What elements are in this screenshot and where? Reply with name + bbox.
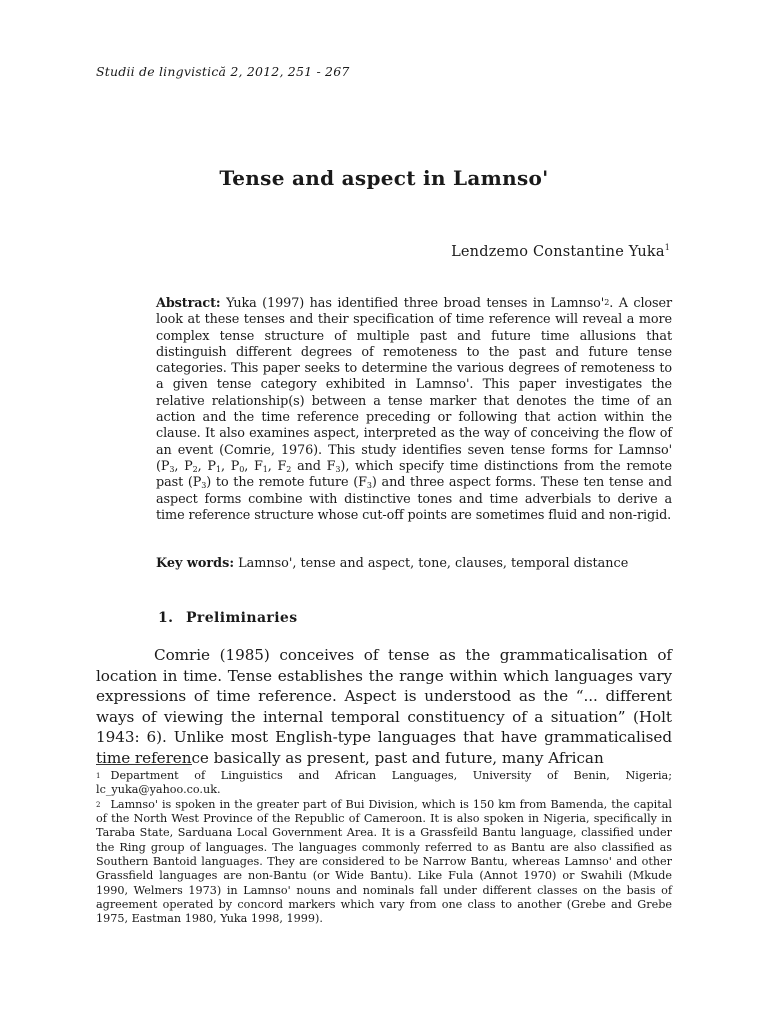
author-line (451, 244, 670, 260)
author-footnote-mark[interactable]: 1 (664, 243, 670, 252)
footnote (96, 798, 672, 927)
tense-subscript: 3 (366, 481, 372, 491)
author-name: Lendzemo Constantine Yuka (451, 244, 665, 260)
keywords-text: Lamnso', tense and aspect, tone, clauses, temporal distance (234, 556, 629, 571)
section-number: 1. (158, 610, 174, 626)
keywords (156, 556, 676, 572)
footnote-mark: 2 (96, 800, 101, 809)
section-title: Preliminaries (186, 610, 298, 626)
keywords-label: Key words: (156, 556, 235, 571)
abstract-text-1: Yuka (1997) has identified three broad tenses in Lamnso' (220, 296, 605, 311)
abstract-text: ), which specify time distinctions from the remote past (P (156, 458, 673, 491)
tense-subscript: 3 (335, 464, 341, 474)
abstract-text: , F (267, 458, 287, 474)
tense-subscript: 1 (215, 464, 221, 474)
abstract-text: and F (291, 458, 336, 474)
tense-subscript: 3 (169, 464, 175, 474)
footnotes (96, 769, 672, 927)
section-heading (158, 610, 298, 626)
abstract-text-2: . A closer look at these tenses and their specification of time reference will reveal a more complex tense structure of multiple past and future time allusions that distinguish different degrees of remoteness to the past and future tense categories. This paper seeks to determine the various degrees of remoteness to a given tense category exhibited in Lamnso'. This paper investigates the relative relationship(s) between a tense marker that denotes the time of an action and the time reference preceding or following that action within the clause. It also examines aspect, interpreted as the way of conceiving the flow of an event (Comrie, 1976). This study identifies seven tense forms for Lamnso' (P (156, 296, 672, 474)
footnote-divider (96, 764, 192, 765)
abstract-text: , F (244, 458, 263, 474)
article-title: Tense and aspect in Lamnso' (219, 166, 549, 190)
tense-subscript: 0 (239, 464, 245, 474)
footnote-text: Lamnso' is spoken in the greater part of Bui Division, which is 150 km from Bamenda, the capital of the North West Province of the Republic of Cameroon. It is also spoken in Nigeria, specifically in Taraba State, Sarduana Local Government Area. It is a Grassfeild Bantu language, classified under the Ring group of languages. The languages commonly referred to as Bantu are also classified as Southern Bantoid languages. They are considered to be Narrow Bantu, whereas Lamnso' and other Grassfield languages are non-Bantu (or Wide Bantu). Like Fula (Annot 1970) or Swahili (Mkude 1990, Welmers 1973) in Lamnso' nouns and nominals fall under different classes on the basis of agreement operated by concord markers which vary from one class to another (Grebe and Grebe 1975, Eastman 1980, Yuka 1998, 1999). (96, 797, 672, 926)
tense-subscript: 1 (262, 464, 268, 474)
abstract-label: Abstract: (156, 296, 221, 311)
abstract-footnote-mark[interactable]: 2 (604, 298, 610, 307)
tense-subscript: 2 (286, 464, 292, 474)
tense-subscript: 2 (192, 464, 198, 474)
tense-subscript: 3 (201, 481, 207, 491)
journal-header: Studii de lingvistică 2, 2012, 251 - 267 (96, 64, 350, 79)
abstract (156, 296, 672, 524)
abstract-text: ) and three aspect forms. These ten tense and aspect forms combine with distinctive tones and time adverbials to derive a time reference structure whose cut-off points are sometimes fluid and non-rigid. (156, 475, 672, 523)
footnote (96, 769, 672, 798)
abstract-text: , P (197, 458, 216, 474)
abstract-text: ) to the remote future (F (206, 475, 367, 491)
body-paragraph: Comrie (1985) conceives of tense as the grammaticalisation of location in time. Tense establishes the range within which languages vary expressions of time reference. Aspect is understood as the “... different ways of viewing the internal temporal constituency of a situation” (Holt 1943: 6). Unlike most English-type languages that have grammaticalised time reference basically as present, past and future, many African (96, 646, 672, 767)
footnote-mark: 1 (96, 772, 101, 780)
abstract-text: , P (174, 458, 193, 474)
abstract-text: , P (220, 458, 240, 474)
footnote-text: Department of Linguistics and African Languages, University of Benin, Nigeria; lc_yuka@yahoo.co.uk. (96, 769, 672, 797)
